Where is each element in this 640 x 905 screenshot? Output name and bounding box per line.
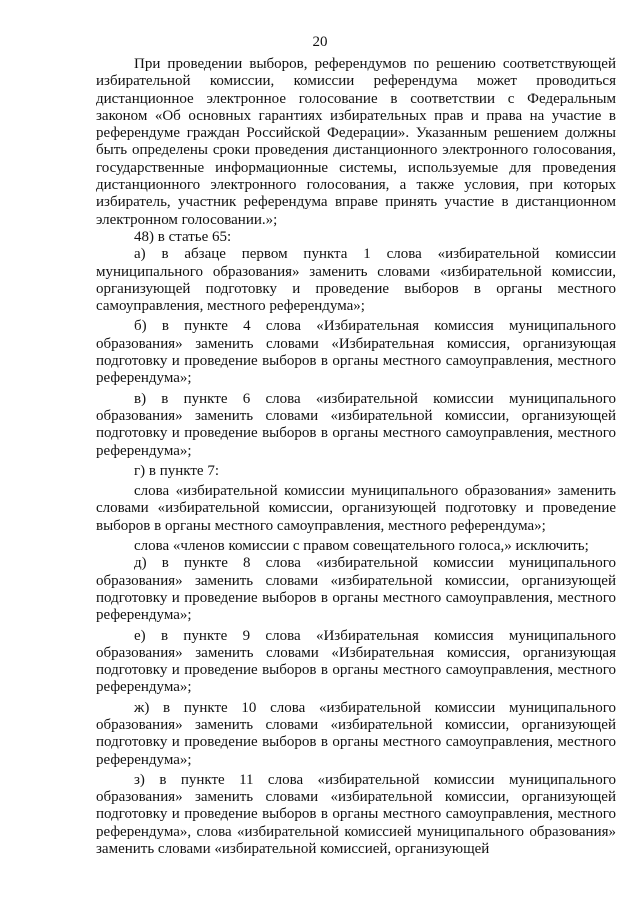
- paragraph-item-g: г) в пункте 7:: [134, 462, 220, 479]
- paragraph-item-b: б) в пункте 4 слова «Избирательная комиссия муниципального образования» заменить словами «Избирательная комиссия, организующая подготовку и проведение выборов в органы местного самоуправления, местного референдума»;: [96, 318, 616, 387]
- paragraph-item-g-words-1: слова «избирательной комиссии муниципального образования» заменить словами «избирательной комиссии, организующей подготовку и проведение выборов в органы местного самоуправления, местного референдума»;: [96, 483, 616, 534]
- paragraph-remote-voting: При проведении выборов, референдумов по решению соответствующей избирательной комиссии, комиссии референдума может проводиться дистанционное электронное голосование в соответствии с Федеральным законом «Об основных гарантиях избирательных прав и права на участие в референдуме граждан Российской Федерации». Указанным решением должны быть определены сроки проведения дистанционного электронного голосования, государственные информационные системы, используемые для проведения дистанционного электронного голосования, а также условия, при которых избиратель, участник референдума вправе принять участие в дистанционном электронном голосовании.»;: [96, 56, 616, 228]
- paragraph-item-zh: ж) в пункте 10 слова «избирательной комиссии муниципального образования» заменить словами «избирательной комиссии, организующей подготовку и проведение выборов в органы местного самоуправления, местного референдума»;: [96, 699, 616, 768]
- paragraph-item-e: е) в пункте 9 слова «Избирательная комиссия муниципального образования» заменить словами «Избирательная комиссия, организующая подготовку и проведение выборов в органы местного самоуправления, местного референдума»;: [96, 627, 616, 696]
- paragraph-item-v: в) в пункте 6 слова «избирательной комиссии муниципального образования» заменить словами «избирательной комиссии, организующей подготовку и проведение выборов в органы местного самоуправления, местного референдума»;: [96, 390, 616, 459]
- paragraph-item-g-words-2: слова «членов комиссии с правом совещательного голоса,» исключить;: [134, 538, 589, 555]
- paragraph-item-z: з) в пункте 11 слова «избирательной комиссии муниципального образования» заменить словами «избирательной комиссии, организующей подготовку и проведение выборов в органы местного самоуправления, местного референдума», слова «избирательной комиссией муниципального образования» заменить словами «избирательной комиссией, организующей: [96, 771, 616, 858]
- paragraph-item-d: д) в пункте 8 слова «избирательной комиссии муниципального образования» заменить словами «избирательной комиссии, организующей подготовку и проведение выборов в органы местного самоуправления, местного референдума»;: [96, 555, 616, 624]
- document-body: [96, 56, 616, 858]
- page-number: 20: [312, 34, 328, 50]
- paragraph-item-48: 48) в статье 65:: [134, 228, 232, 245]
- paragraph-item-a: а) в абзаце первом пункта 1 слова «избирательной комиссии муниципального образования» заменить словами «избирательной комиссии, организующей подготовку и проведение выборов в органы местного самоуправления, местного референдума»;: [96, 246, 616, 315]
